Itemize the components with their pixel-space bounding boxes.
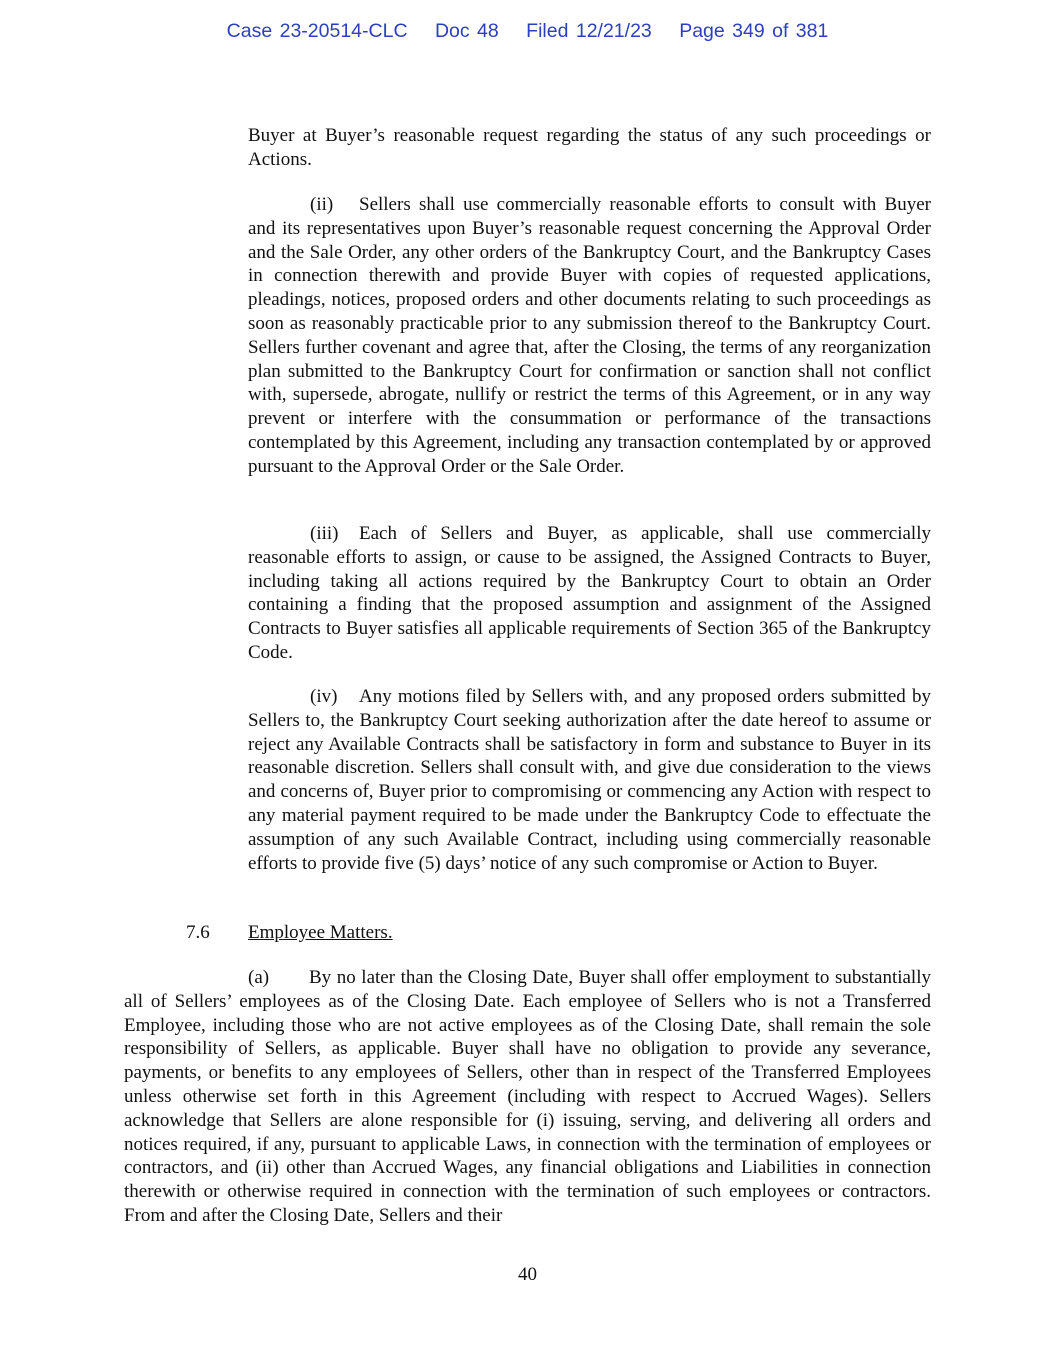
paragraph-iii-number: (iii) [310, 523, 339, 544]
court-filing-header [0, 20, 1055, 43]
paragraph-iv-text: Any motions filed by Sellers with, and any proposed orders submitted by Sellers to, the Bankruptcy Court seeking authorization after the date hereof to assume or reject any Available Contracts shall be satisfactory in form and substance to Buyer in its reasonable discretion. Sellers shall consult with, and give due consideration to the views and concerns of, Buyer prior to compromising or commencing any Action with respect to any material payment required to be made under the Bankruptcy Code to effectuate the assumption of any such Available Contract, including using commercially reasonable efforts to provide five (5) days’ notice of any such compromise or Action to Buyer. [248, 686, 931, 874]
page-count: Page 349 of 381 [679, 20, 829, 42]
page-number: 40 [518, 1264, 537, 1285]
section-title: Employee Matters. [248, 922, 393, 943]
section-number: 7.6 [186, 922, 210, 943]
paragraph-a-text: By no later than the Closing Date, Buyer shall offer employment to substantially all of Sellers’ employees as of the Closing Date. Each employee of Sellers who is not a Transferred Employee, including those who are not active employees as of the Closing Date, shall remain the sole responsibility of Sellers, as applicable. Buyer shall have no obligation to provide any severance, payments, or benefits to any employees of Sellers, other than in respect of the Transferred Employees unless otherwise set forth in this Agreement (including with respect to Accrued Wages). Sellers acknowledge that Sellers are alone responsible for (i) issuing, serving, and delivering all orders and notices required, if any, pursuant to applicable Laws, in connection with the termination of employees or contractors, and (ii) other than Accrued Wages, any financial obligations and Liabilities in connection therewith or otherwise required in connection with the termination of such employees or contractors. From and after the Closing Date, Sellers and their [124, 967, 931, 1226]
paragraph-a [124, 966, 931, 1228]
paragraph-iii-text: Each of Sellers and Buyer, as applicable, shall use commercially reasonable efforts to assign, or cause to be assigned, the Assigned Contracts to Buyer, including taking all actions required by the Bankruptcy Court to obtain an Order containing a finding that the proposed assumption and assignment of the Assigned Contracts to Buyer satisfies all applicable requirements of Section 365 of the Bankruptcy Code. [248, 523, 931, 663]
paragraph-iii [248, 522, 931, 665]
continuation-paragraph: Buyer at Buyer’s reasonable request regarding the status of any such proceedings or Actions. [248, 125, 931, 170]
paragraph-iv [248, 685, 931, 875]
paragraph-iv-number: (iv) [310, 686, 338, 707]
paragraph-ii-text: Sellers shall use commercially reasonable efforts to consult with Buyer and its representatives upon Buyer’s reasonable request concerning the Approval Order and the Sale Order, any other orders of the Bankruptcy Court, and the Bankruptcy Cases in connection therewith and provide Buyer with copies of requested applications, pleadings, notices, proposed orders and other documents relating to such proceedings as soon as reasonably practicable prior to any submission thereof to the Bankruptcy Court. Sellers further covenant and agree that, after the Closing, the terms of any reorganization plan submitted to the Bankruptcy Court for confirmation or sanction shall not conflict with, supersede, abrogate, nullify or restrict the terms of this Agreement, or in any way prevent or interfere with the consummation or performance of the transactions contemplated by this Agreement, including any transaction contemplated by or approved pursuant to the Approval Order or the Sale Order. [248, 194, 931, 477]
doc-number: Doc 48 [434, 20, 499, 42]
paragraph-a-number: (a) [248, 967, 270, 988]
section-heading [186, 921, 393, 945]
filed-date: Filed 12/21/23 [526, 20, 652, 42]
case-number: Case 23-20514-CLC [226, 20, 408, 42]
paragraph-ii [248, 193, 931, 479]
paragraph-ii-number: (ii) [310, 194, 334, 215]
